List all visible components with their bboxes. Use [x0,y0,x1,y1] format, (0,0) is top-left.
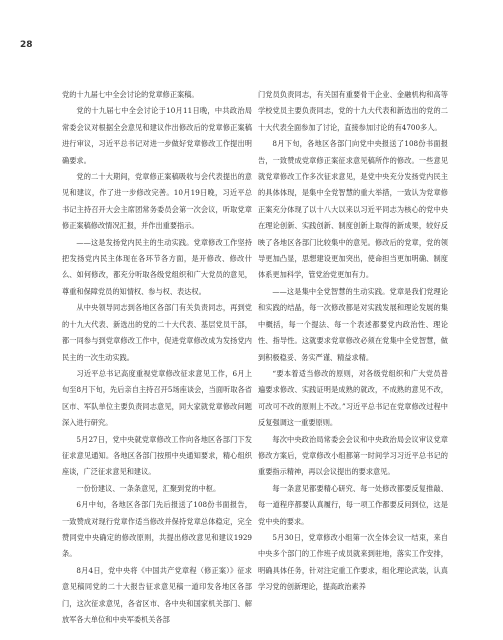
paragraph: 习近平总书记高度重视党章修改征求意见工作，6月上旬至8月下旬，先后亲自主持召开5场座谈会，当面听取各省区市、军队单位主要负责同志意见，同大家就党章修改问题深入进行研究。 [62,368,252,428]
right-text-column [258,87,448,596]
paragraph: 5月27日，党中央就党章修改工作向各地区各部门下发征求意见通知。各地区各部门按照中央通知要求，精心组织座谈，广泛征求意见和建议。 [62,434,252,477]
page-number: 28 [20,40,33,50]
paragraph: 党的十九届七中全会讨论于10月11日晚，中共政治局常委会议对根据全会意见和建议作出修改后的党章修正案稿进行审议，习近平总书记对进一步做好党章修改工作提出明确要求。 [62,106,252,165]
paragraph: 门党员负责同志，有关国有重要骨干企业、金融机构和高等学校党员主要负责同志，党的十九大代表和新选出的党的二十大代表全面参加了讨论，直接参加讨论的有4700多人。 [258,90,448,132]
paragraph: 8月下旬，各地区各部门向党中央报送了108份书面报告，一致赞成党章修正案征求意见稿所作的修改。一些意见就党章修改工作多次征求意见，是党中央充分发扬党内民主的具体体现，是集中全党智慧的重大举措，一致认为党章修正案充分体现了以十八大以来以习近平同志为核心的党中央在理论创新、实践创新、制度创新上取得的新成果，较好反映了各地区各部门比较集中的意见。修改后的党章，党的领导更加凸显，思想建设更加突出，使命担当更加明确、制度体系更加科学，管党治党更加有力。 [258,139,448,280]
paragraph: ——这是发扬党内民主的生动实践。党章修改工作坚持把发扬党内民主体现在各环节各方面，是开修改、修改什么、如何修改，都充分听取各级党组织和广大党员的意见，尊重和保障党员的知情权、参与权、表达权。 [62,237,252,296]
paragraph: 每次中央政治局常委会会议和中央政治局会议审议党章修改方案后，党章修改小组都第一时间学习习近平总书记的重要指示精神，再以会议提出的要求意见。 [258,434,448,477]
paragraph: 每一条意见都要精心研究、每一处修改都要反复推敲、每一道程序都要认真履行，每一项工作都要反问到位，这是党中央的要求。 [258,483,448,526]
paragraph: ——这是集中全党智慧的生动实践。党章是我们党理论和实践的结晶，每一次修改都是对实践发展和理论发展的集中概括，每一个提法、每一个表述都要党内政治性、理论性、指导性。这就要求党章修改必须在党集中全党智慧，做到积极稳妥、务实严谨、精益求精。 [258,286,448,362]
paragraph: 5月30日，党章修改小组第一次全体会议一结束，来自中央多个部门的工作班子成员就来到驻地，落实工作安排，明确具体任务，针对注定重工作要求，组化理论武装，认真学习党的创新理论，提高政治素养 [258,532,448,592]
paragraph: 党的十九届七中全会讨论的党章修正案稿。 [62,90,199,99]
paragraph: 从中央领导同志到各地区各部门有关负责同志，再到党的十九大代表、新选出的党的二十大代表、基层党员干部，都一同参与到党章修改工作中，促进党章修改成为发扬党内民主的一次生动实践。 [62,303,252,362]
paragraph: 一份份建议、一条条意见，汇聚到党的中枢。 [76,483,221,493]
paragraph: “要本着适当修改的原则，对各级党组织和广大党员普遍要求修改、实践证明是成熟的就改，不成熟的意见不改，可改可不改的原则上不改。”习近平总书记在党章修改过程中反复强调这一重要原则。 [258,368,448,428]
paragraph: 8月4日，党中央将《中国共产党章程（修正案）》征求意见稿同党的二十大报告征求意见稿一道印发各地区各部门，这次征求意见，各省区市、各中央和国家机关部门、解放军各大单位和中央军委机关各部 [62,565,252,624]
paragraph: 党的二十大期间，党章修正案稿吸收与会代表提出的意见和建议，作了进一步修改完善。10月19日晚，习近平总书记主持召开大会主席团常务委员会第一次会议，听取党章修正案稿修改情况汇报，并作出重要指示。 [62,172,252,231]
paragraph: 6月中旬，各地区各部门先后报送了108份书面报告，一致赞成对现行党章作适当修改并保持党章总体稳定，完全赞同党中央确定的修改原则，共提出修改意见和建议1929条。 [62,500,252,559]
left-text-column [62,87,252,628]
